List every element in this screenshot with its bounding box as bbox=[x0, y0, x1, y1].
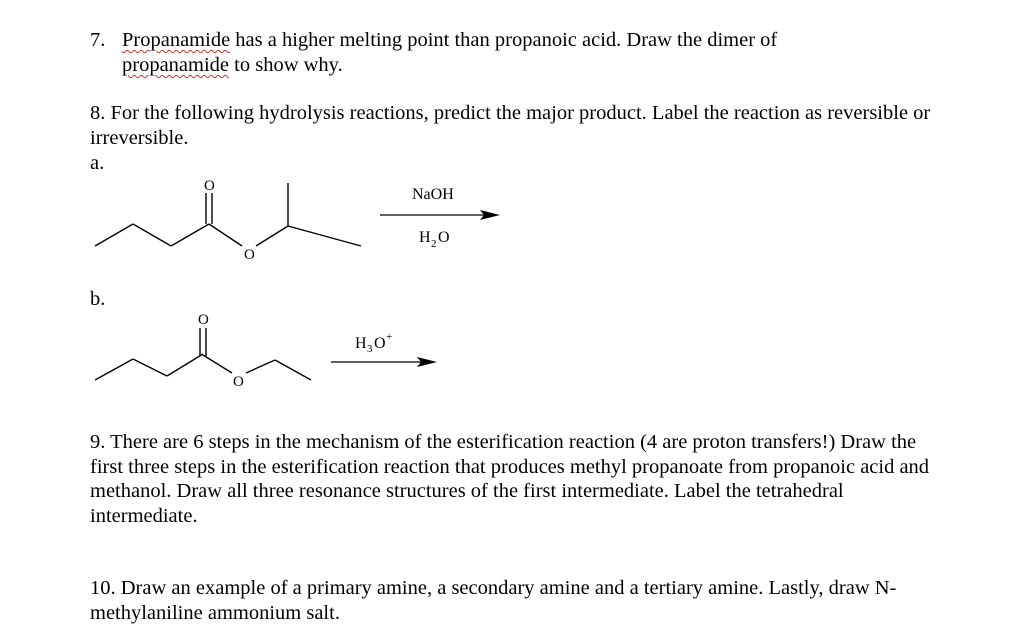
question-7-text-2: to show why. bbox=[229, 54, 343, 76]
part-a-label: a. bbox=[90, 152, 105, 174]
atom-oxygen-ester-a: O bbox=[244, 247, 255, 263]
reagent-water bbox=[419, 229, 450, 250]
ester-b-structure bbox=[95, 328, 311, 380]
bond bbox=[167, 354, 203, 376]
bond bbox=[256, 226, 288, 246]
bond bbox=[133, 224, 171, 246]
reagent-hydronium-superscript: + bbox=[386, 331, 393, 343]
reagent-water-subscript: 2 bbox=[431, 238, 437, 250]
atom-oxygen-carbonyl-a: O bbox=[204, 178, 215, 194]
reagent-naoh: NaOH bbox=[412, 186, 454, 203]
question-7-text-1: has a higher melting point than propanoic acid. Draw the dimer of bbox=[230, 29, 778, 51]
spellcheck-word-propanamide-1: Propanamide bbox=[122, 29, 231, 51]
reagent-hydronium-h: H bbox=[355, 335, 367, 352]
atom-oxygen-carbonyl-b: O bbox=[198, 312, 209, 328]
question-8-text: 8. For the following hydrolysis reactions, predict the major product. Label the reaction as reversible or irreversible. bbox=[90, 102, 931, 149]
bond bbox=[209, 224, 242, 246]
bond bbox=[95, 224, 133, 246]
bond bbox=[275, 360, 311, 380]
bond bbox=[246, 360, 275, 373]
bond bbox=[95, 359, 133, 380]
spellcheck-word-propanamide-2: propanamide bbox=[122, 54, 230, 76]
atom-oxygen-ester-b: O bbox=[233, 374, 244, 390]
reagent-hydronium bbox=[355, 331, 392, 355]
question-9-text: 9. There are 6 steps in the mechanism of the esterification reaction (4 are proton transfers!) Draw the first three steps in the esterification reaction that produces methyl propanoate from propanoic acid and methanol. Draw all three resonance structures of the first intermediate. Label the tetrahedral intermediate. bbox=[90, 431, 930, 527]
reagent-hydronium-subscript: 3 bbox=[367, 343, 373, 355]
bond bbox=[203, 355, 232, 373]
bond bbox=[133, 359, 167, 376]
part-b-label: b. bbox=[90, 288, 106, 310]
reagent-water-o: O bbox=[438, 229, 450, 246]
question-10-text: 10. Draw an example of a primary amine, a secondary amine and a tertiary amine. Lastly, draw N-methylaniline ammonium salt. bbox=[90, 577, 897, 624]
bond bbox=[171, 224, 209, 246]
ester-a-structure bbox=[95, 183, 361, 246]
bond bbox=[288, 226, 361, 246]
question-7-number: 7. bbox=[90, 29, 106, 51]
reagent-hydronium-o: O bbox=[374, 335, 386, 352]
reagent-water-h: H bbox=[419, 229, 431, 246]
